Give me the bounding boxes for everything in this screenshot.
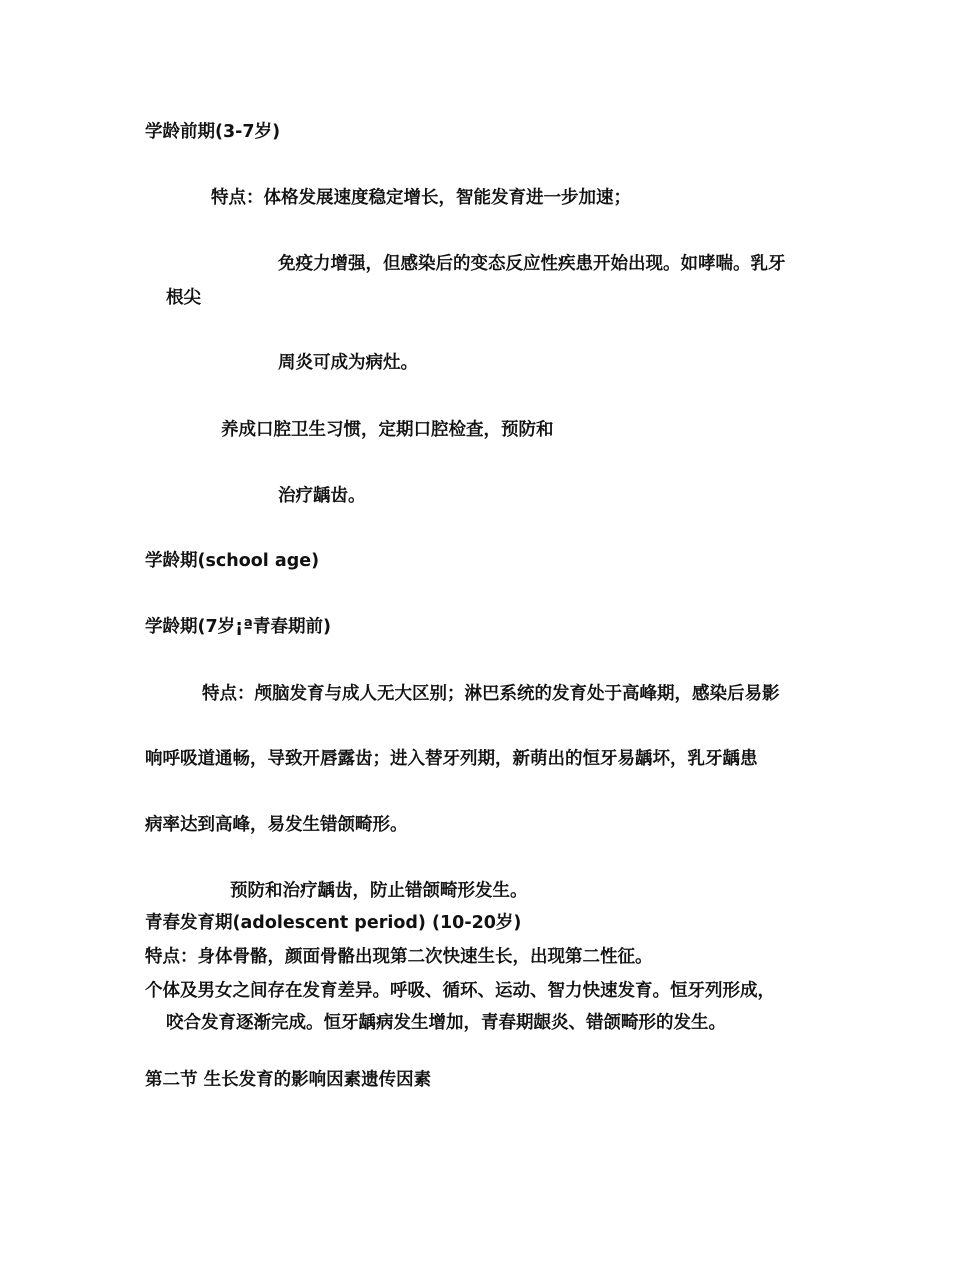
heading-adolescence: 青春发育期(adolescent period) (10-20岁): [145, 913, 522, 933]
preschool-treatment-line: 治疗龋齿。: [278, 486, 366, 506]
adolescence-development-line: 个体及男女之间存在发育差异。呼吸、循环、运动、智力快速发育。恒牙列形成，: [145, 981, 775, 1001]
adolescence-features-line: 特点：身体骨骼，颜面骨骼出现第二次快速生长，出现第二性征。: [145, 947, 653, 967]
preschool-immunity-line: 免疫力增强，但感染后的变态反应性疾患开始出现。如哮喘。乳牙: [278, 254, 786, 274]
school-features-line-3: 病率达到高峰，易发生错颌畸形。: [145, 815, 408, 835]
heading-preschool-period: 学龄前期(3-7岁): [145, 122, 281, 142]
adolescence-development-line-2: 咬合发育逐渐完成。恒牙龋病发生增加，青春期龈炎、错颌畸形的发生。: [166, 1013, 726, 1033]
heading-school-age-range: 学龄期(7岁¡ª青春期前): [145, 617, 332, 637]
preschool-features-line: 特点：体格发展速度稳定增长，智能发育进一步加速；: [211, 188, 631, 208]
heading-school-age: 学龄期(school age): [145, 551, 320, 571]
preschool-hygiene-line: 养成口腔卫生习惯，定期口腔检查，预防和: [221, 420, 554, 440]
school-features-line-2: 响呼吸道通畅，导致开唇露齿；进入替牙列期，新萌出的恒牙易龋坏，乳牙龋患: [145, 749, 758, 769]
preschool-immunity-line-wrap: 根尖: [166, 288, 201, 308]
section-heading-influencing-factors: 第二节 生长发育的影响因素遗传因素: [145, 1070, 432, 1090]
school-features-line: 特点：颅脑发育与成人无大区别；淋巴系统的发育处于高峰期，感染后易影: [202, 684, 780, 704]
school-prevention-line: 预防和治疗龋齿，防止错颌畸形发生。: [230, 881, 528, 901]
preschool-focus-line: 周炎可成为病灶。: [278, 353, 418, 373]
